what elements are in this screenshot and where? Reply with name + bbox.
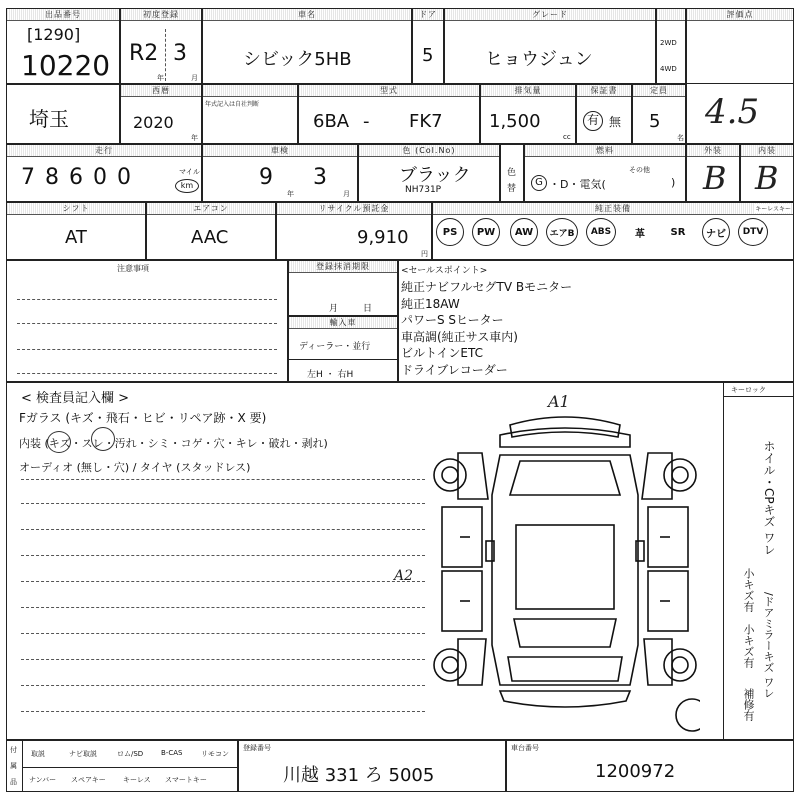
interior-grade: B [755, 159, 779, 197]
recycle-value: 9,910 [357, 227, 409, 248]
fuel-cell [524, 144, 686, 202]
color-name: ブラック [399, 165, 471, 186]
exterior-grade: B [703, 159, 727, 197]
import-handle: 左H ・ 右H [307, 370, 354, 380]
accessories-side-label: 品 [10, 778, 17, 786]
fuel-header: 燃料 [525, 145, 685, 157]
sales-point: 純正18AW [401, 296, 460, 311]
area-value: 埼玉 [29, 107, 69, 131]
exterior-grade-cell [686, 144, 740, 202]
sales-point: パワーS Sヒーター [401, 313, 504, 327]
accessory-option: B-CAS [161, 749, 183, 757]
lot-prefix: [1290] [27, 25, 81, 44]
import-dealer: ディーラー・並行 [299, 342, 371, 352]
recycle-unit: 円 [421, 250, 428, 258]
score-value: 4.5 [705, 92, 760, 132]
accessory-option: リモコン [201, 750, 229, 758]
mileage-digit: 7 [21, 165, 35, 190]
type-prefix: 6BA [313, 111, 350, 132]
aircon-value: AAC [191, 227, 229, 248]
accessory-option: 取説 [31, 750, 45, 758]
mileage-digit: 6 [69, 165, 83, 190]
mileage-km: km [175, 179, 199, 193]
reg-number-header: 登録番号 [243, 744, 271, 752]
import-cell [288, 316, 398, 382]
warranty-cell [576, 84, 632, 144]
drive-2wd: 2WD [660, 39, 677, 47]
accessories-side-label: 付 [10, 746, 17, 754]
car-name-header: 車名 [203, 9, 411, 21]
accessories-cell [6, 740, 238, 792]
sales-points-list [401, 279, 572, 378]
sales-point: ビルトインETC [401, 346, 483, 360]
inspector-line-glass: Fガラス (キズ・飛石・ヒビ・リペア跡・X 要) [19, 411, 267, 425]
mileage-header: 走行 [7, 145, 201, 157]
vertical-note: 補修有 [742, 688, 755, 721]
first-reg-header: 初度登録 [121, 9, 201, 21]
notes-cell [6, 260, 288, 382]
fuel-other: その他 [629, 166, 650, 174]
vertical-note: 小キズ有 [742, 568, 755, 612]
color-change-cell [500, 144, 524, 202]
first-reg-era: R2 [129, 41, 159, 66]
equipment-aw: AW [510, 218, 538, 246]
door-header: ドア [413, 9, 443, 21]
capacity-value: 5 [649, 111, 661, 132]
displacement-value: 1,500 [489, 111, 541, 132]
reg-deadline-cell [288, 260, 398, 316]
interior-grade-cell [740, 144, 794, 202]
area-cell [6, 84, 120, 144]
warranty-header: 保証書 [577, 85, 631, 97]
type-code: FK7 [409, 111, 443, 132]
first-reg-year-unit: 年 [157, 74, 164, 82]
lot-number: 10220 [21, 49, 111, 82]
shift-cell [6, 202, 146, 260]
type-header: 型式 [299, 85, 479, 97]
year-ad-value: 2020 [133, 113, 174, 132]
accessories-side-label: 属 [10, 762, 17, 770]
capacity-header: 定員 [633, 85, 685, 97]
car-name-cell [202, 8, 412, 84]
color-cell [358, 144, 500, 202]
interior-header: 内装 [741, 145, 793, 157]
model-reg-cell [202, 84, 298, 144]
marking-circle [91, 427, 115, 451]
accessory-option: ナビ取説 [69, 750, 97, 758]
equipment-ps: PS [436, 218, 464, 246]
accessory-option: スペアキー [71, 776, 106, 784]
door-cell [412, 8, 444, 84]
shaken-month-unit: 月 [343, 190, 350, 198]
year-ad-unit: 年 [191, 134, 198, 142]
recycle-header: リサイクル預託金 [277, 203, 431, 215]
score-cell [686, 8, 794, 84]
equipment-leather: 革 [635, 228, 645, 240]
keyless-header: キーレスキー [755, 206, 791, 213]
recycle-cell [276, 202, 432, 260]
sales-points-cell [398, 260, 794, 382]
drive-4wd: 4WD [660, 65, 677, 73]
aircon-header: エアコン [147, 203, 275, 215]
equipment-dtv: DTV [738, 218, 768, 246]
shaken-year: 9 [259, 165, 273, 190]
vertical-note: 小キズ有 [742, 624, 755, 668]
accessory-option: ナンバー [29, 776, 57, 784]
mileage-cell [6, 144, 202, 202]
equipment-header: 純正装備 [433, 203, 793, 215]
color-change-label: 色 [507, 168, 517, 178]
reg-number-value: 川越 331 ろ 5005 [283, 765, 435, 786]
grade-value: ヒョウジュン [485, 49, 593, 70]
displacement-unit: cc [563, 133, 571, 141]
door-count: 5 [422, 45, 434, 66]
reg-deadline-month: 月 [329, 304, 339, 314]
reg-number-cell [238, 740, 506, 792]
sales-point: 車高調(純正サス車内) [401, 329, 518, 344]
year-ad-cell [120, 84, 202, 144]
mileage-digit: 8 [45, 165, 59, 190]
warranty-yes: 有 [583, 111, 603, 131]
accessory-option: スマートキー [165, 776, 207, 784]
vertical-note: /ドアミラーキズ ワレ [762, 592, 775, 699]
equipment-pw: PW [472, 218, 500, 246]
equipment-navi: ナビ [702, 218, 730, 246]
warranty-no: 無 [609, 115, 622, 129]
first-reg-month-unit: 月 [191, 74, 198, 82]
marking-circle [47, 431, 71, 453]
sales-point: ドライブレコーダー [401, 362, 508, 377]
accessory-option: ロム/SD [117, 750, 144, 758]
car-name: シビック5HB [243, 49, 352, 70]
lot-number-cell [6, 8, 120, 84]
aircon-cell [146, 202, 276, 260]
inspector-line-interior: 内装 (キズ・スレ・汚れ・シミ・コゲ・穴・キレ・破れ・剥れ) [19, 437, 328, 450]
shift-value: AT [65, 227, 87, 248]
capacity-cell [632, 84, 686, 144]
sales-points-header: <セールスポイント> [401, 266, 488, 276]
grade-cell [444, 8, 656, 84]
shaken-header: 車検 [203, 145, 357, 157]
color-change-label: 替 [507, 184, 517, 194]
accessory-option: キーレス [123, 776, 151, 784]
mileage-digit: 0 [93, 165, 107, 190]
reg-deadline-header: 登録抹消期限 [289, 261, 397, 273]
vertical-note: ホイル・CPキズ ワレ [762, 440, 776, 556]
first-reg-cell [120, 8, 202, 84]
equipment-abs: ABS [586, 218, 616, 246]
chassis-number-cell [506, 740, 794, 792]
displacement-cell [480, 84, 576, 144]
key-lock-header: キーロック [731, 386, 766, 394]
fuel-close: ) [671, 176, 676, 189]
exterior-header: 外装 [687, 145, 739, 157]
fuel-options: ・D・電気( [549, 178, 606, 191]
score-value-cell [686, 84, 794, 144]
import-header: 輸入車 [289, 317, 397, 329]
color-header: 色 (Col.No) [359, 145, 499, 157]
diagram-mark-side: A2 [394, 568, 414, 584]
sales-point: 純正ナビフルセグTV Bモニター [401, 280, 573, 294]
year-ad-header: 西暦 [121, 85, 201, 97]
chassis-number-value: 1200972 [595, 761, 676, 782]
fuel-selected: G [531, 175, 547, 191]
equipment-sr: SR [670, 226, 686, 238]
car-diagram [430, 395, 700, 740]
drive-cell [656, 8, 686, 84]
displacement-header: 排気量 [481, 85, 575, 97]
score-header: 評価点 [687, 9, 793, 21]
diagram-mark-front: A1 [548, 392, 570, 411]
type-cell [298, 84, 480, 144]
equipment-airbag: エアB [546, 218, 578, 246]
first-reg-month: 3 [173, 41, 187, 66]
lot-number-header: 出品番号 [7, 9, 119, 21]
type-sep: - [363, 111, 370, 132]
shaken-year-unit: 年 [287, 190, 294, 198]
grade-header: グレード [445, 9, 655, 21]
shift-header: シフト [7, 203, 145, 215]
shaken-month: 3 [313, 165, 327, 190]
notes-header: 注意事項 [117, 264, 149, 273]
capacity-unit: 名 [677, 134, 684, 142]
chassis-number-header: 車台番号 [511, 744, 539, 752]
mileage-miles: マイル [179, 168, 200, 176]
shaken-cell [202, 144, 358, 202]
inspector-line-audio: オーディオ (無し・穴) / タイヤ (スタッドレス) [19, 461, 251, 474]
model-reg-label: 年式記入は自社判断 [205, 101, 260, 108]
mileage-digit: 0 [117, 165, 131, 190]
inspector-header: < 検査員記入欄 > [21, 391, 130, 406]
color-code: NH731P [405, 185, 442, 195]
reg-deadline-day: 日 [363, 304, 373, 314]
